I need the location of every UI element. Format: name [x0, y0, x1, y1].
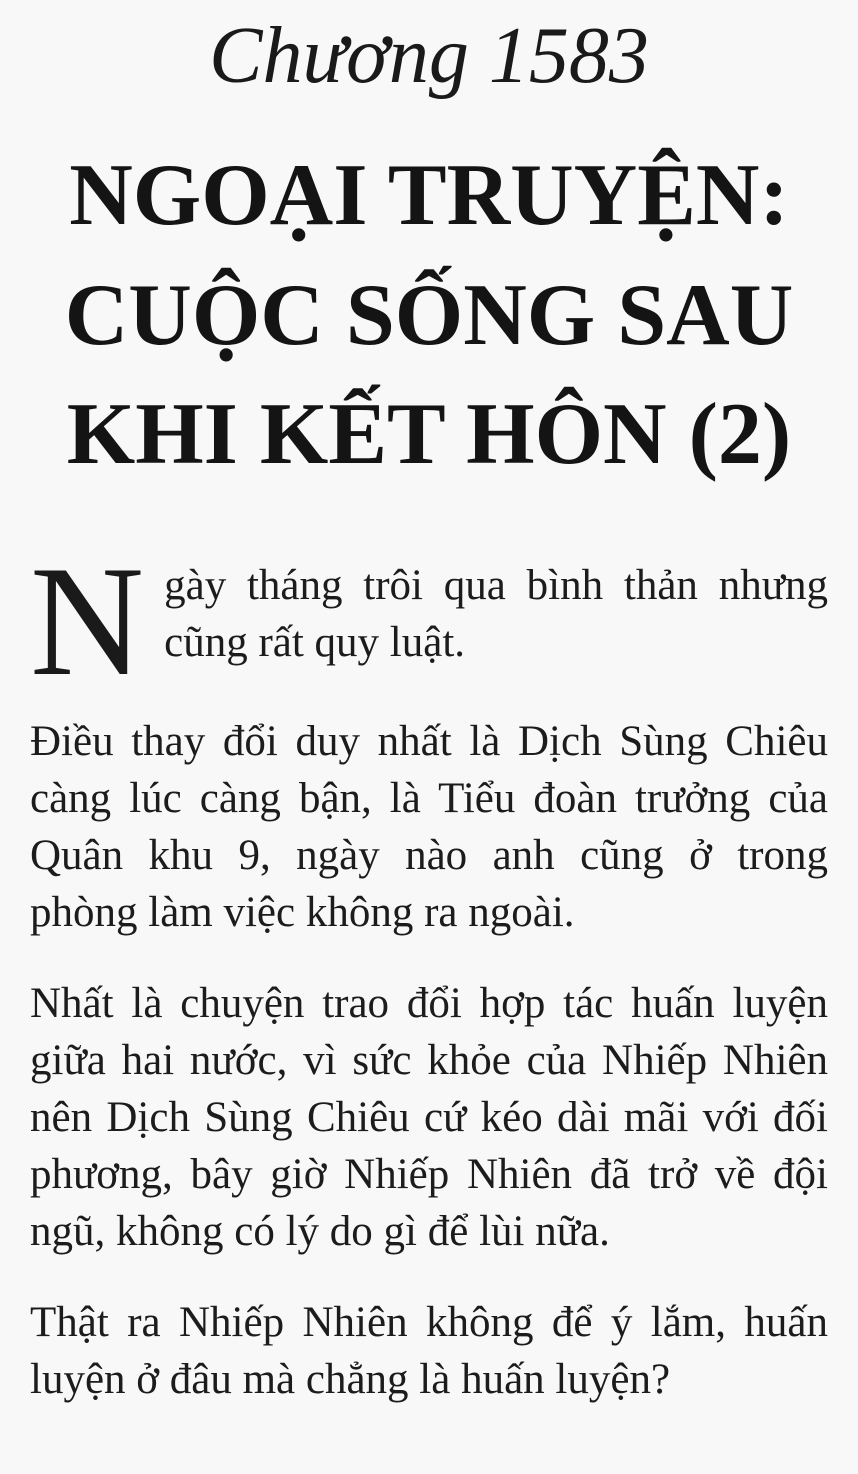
chapter-title-line-1: NGOẠI TRUYỆN:: [69, 147, 789, 244]
chapter-title-line-3: KHI KẾT HÔN (2): [66, 386, 792, 484]
drop-cap: N: [30, 534, 145, 710]
paragraph: Điều thay đổi duy nhất là Dịch Sùng Chiêu càng lúc càng bận, là Tiểu đoàn trưởng của Quân khu 9, ngày nào anh cũng ở trong phòng làm việc không ra ngoài.: [30, 718, 828, 937]
chapter-body: [30, 534, 828, 1408]
paragraph: Nhất là chuyện trao đổi hợp tác huấn luyện giữa hai nước, vì sức khỏe của Nhiếp Nhiên nên Dịch Sùng Chiêu cứ kéo dài mãi với đối phương, bây giờ Nhiếp Nhiên đã trở về đội ngũ, không có lý do gì để lùi nữa.: [30, 980, 828, 1256]
chapter-number-heading: Chương 1583: [209, 12, 649, 100]
paragraph-opening: [30, 534, 828, 710]
chapter-title: [30, 136, 828, 495]
chapter-title-line-2: CUỘC SỐNG SAU: [64, 266, 794, 364]
paragraph-opening-text: gày tháng trôi qua bình thản nhưng cũng rất quy luật.: [164, 562, 828, 667]
paragraph: Thật ra Nhiếp Nhiên không để ý lắm, huấn luyện ở đâu mà chẳng là huấn luyện?: [30, 1299, 828, 1404]
